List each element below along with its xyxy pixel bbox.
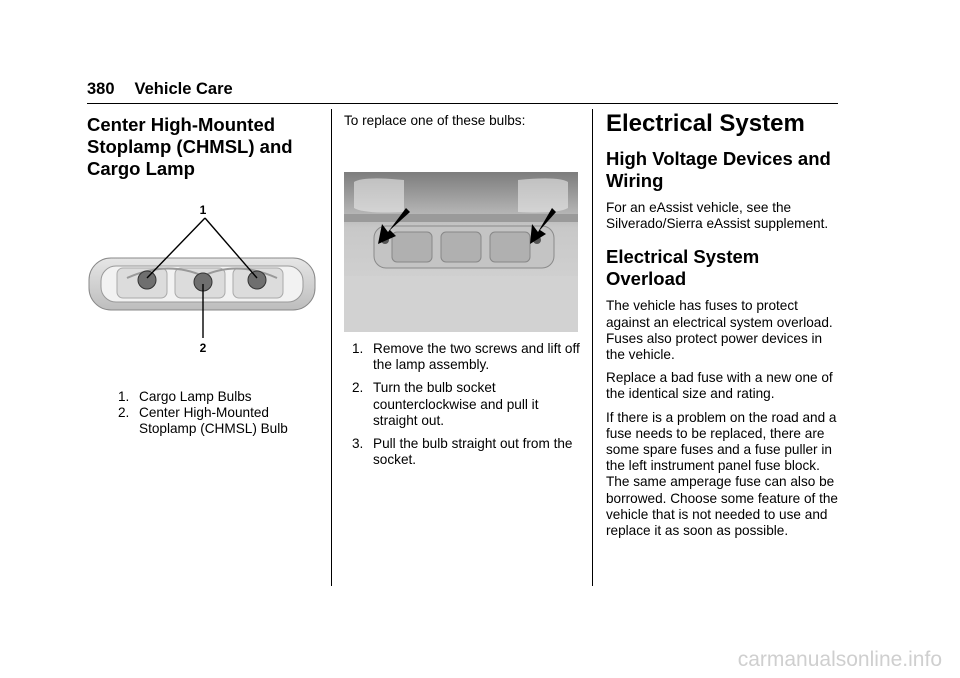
legend-item xyxy=(118,389,323,405)
step-number: 2. xyxy=(352,380,364,396)
steps xyxy=(352,341,580,468)
legend-text: Center High-Mounted Stoplamp (CHMSL) Bulb xyxy=(139,405,288,437)
heading-line: High Voltage Devices and xyxy=(606,148,831,169)
column-divider-left xyxy=(331,109,332,586)
callout-1: 1 xyxy=(199,203,207,217)
page-header xyxy=(87,80,233,99)
overload-paragraph-1: The vehicle has fuses to protect against an electrical system overload. Fuses also protect power devices in the vehicle. xyxy=(606,298,833,363)
callout-2: 2 xyxy=(199,341,207,355)
step-number: 3. xyxy=(352,436,364,452)
chmsl-heading xyxy=(87,114,322,180)
legend-number: 2. xyxy=(118,405,130,421)
legend-item xyxy=(118,405,323,437)
column-1 xyxy=(87,114,322,180)
heading-line: Center High-Mounted xyxy=(87,114,276,135)
legend xyxy=(118,389,323,438)
heading-line: Cargo Lamp xyxy=(87,158,195,179)
heading-line: Stoplamp (CHMSL) and xyxy=(87,136,293,157)
step-text: Turn the bulb socket counterclockwise and pull it straight out. xyxy=(373,380,539,428)
overload-paragraph-3: If there is a problem on the road and a fuse needs to be replaced, there are some spare fuses and a fuse puller in the left instrument panel fuse block. The same amperage fuse can also be borrowed. Choose some feature of the vehicle that is not needed to use and replace it as soon as possible. xyxy=(606,409,838,539)
high-voltage-text: For an eAssist vehicle, see the Silverado/Sierra eAssist supplement. xyxy=(606,200,829,232)
overload-paragraph-2: Replace a bad fuse with a new one of the identical size and rating. xyxy=(606,370,833,402)
heading-line: Wiring xyxy=(606,170,664,191)
step-text: Remove the two screws and lift off the lamp assembly. xyxy=(373,341,580,373)
column-2 xyxy=(344,113,584,129)
step-item xyxy=(352,341,580,373)
chmsl-lamp-illustration xyxy=(87,200,319,360)
step-item xyxy=(352,436,580,468)
section-title: Vehicle Care xyxy=(134,80,233,98)
watermark: carmanualsonline.info xyxy=(737,648,942,671)
page-number: 380 xyxy=(87,80,115,98)
legend-number: 1. xyxy=(118,389,130,404)
electrical-system-heading: Electrical System xyxy=(606,110,805,137)
high-voltage-heading xyxy=(606,148,842,192)
overload-heading xyxy=(606,246,842,290)
legend-text: Cargo Lamp Bulbs xyxy=(139,389,252,404)
step-item xyxy=(352,380,580,429)
column-divider-right xyxy=(592,109,593,586)
column-3 xyxy=(606,110,842,539)
header-rule xyxy=(87,103,838,104)
step-text: Pull the bulb straight out from the socket. xyxy=(373,436,573,468)
step-number: 1. xyxy=(352,341,364,356)
intro-text: To replace one of these bulbs: xyxy=(344,113,526,128)
lamp-screws-photo xyxy=(344,172,578,332)
heading-line: Electrical System xyxy=(606,246,760,268)
heading-line: Overload xyxy=(606,268,687,290)
